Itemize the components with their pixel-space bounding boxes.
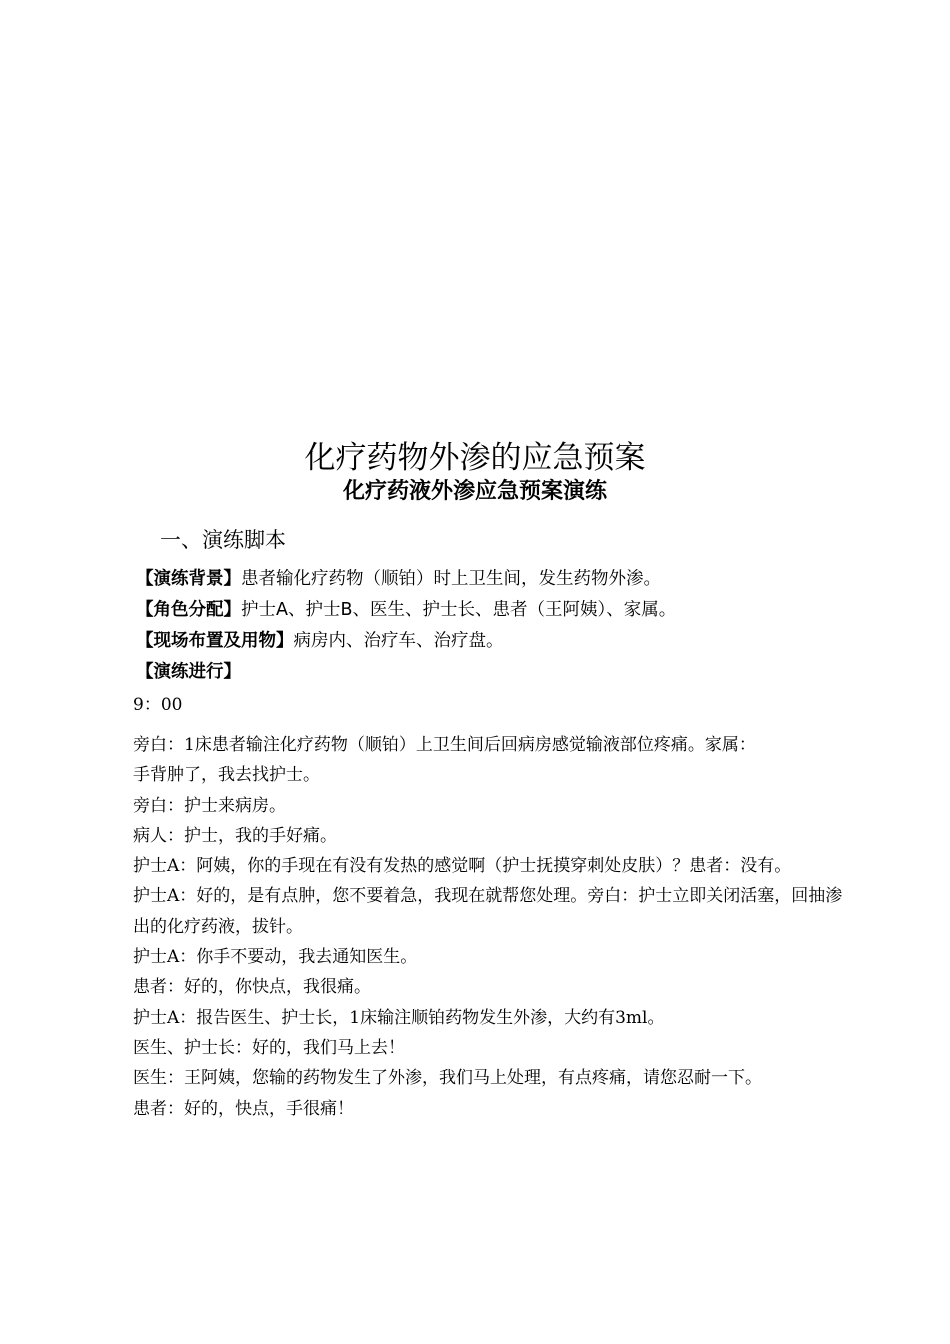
script-line: 患者：好的，快点，手很痛！ <box>133 1098 354 1119</box>
speaker-label: 医生： <box>133 1068 184 1089</box>
meta-value: 护士A、护士B、医生、护士长、患者（王阿姨）、家属。 <box>241 600 677 620</box>
meta-roles <box>136 597 856 623</box>
meta-label: 【角色分配】 <box>136 600 241 620</box>
meta-background <box>136 566 856 592</box>
meta-label: 【现场布置及用物】 <box>136 631 294 651</box>
speaker-label: 医生、护士长： <box>133 1037 252 1058</box>
meta-label: 【演练进行】 <box>136 662 241 682</box>
script-line: 护士A：你手不要动，我去通知医生。 <box>133 947 418 968</box>
speaker-label: 护士 <box>133 886 167 907</box>
script-line: 旁白：护士来病房。 <box>133 795 286 816</box>
script-line: 医生：王阿姨，您输的药物发生了外渗，我们马上处理，有点疼痛，请您忍耐一下。 <box>133 1068 762 1089</box>
speaker-label: 患者： <box>133 1098 184 1119</box>
speaker-label: 护士 <box>133 1007 167 1028</box>
speaker-label: 护士 <box>133 856 167 877</box>
script-line: 护士A：阿姨，你的手现在有没有发热的感觉啊（护士抚摸穿刺处皮肤）？患者：没有。 <box>133 856 792 877</box>
script-body <box>133 730 845 1124</box>
speaker-label: 患者： <box>689 856 741 877</box>
time-stamp: 9：00 <box>133 695 183 715</box>
section-heading: 一、演练脚本 <box>160 528 286 552</box>
script-line: 病人：护士，我的手好痛。 <box>133 825 337 846</box>
script-line: 患者：好的，你快点，我很痛。 <box>133 977 371 998</box>
script-line: 护士A：报告医生、护士长，1床输注顺铂药物发生外渗，大约有3ml。 <box>133 1007 665 1028</box>
speaker-label: 护士 <box>133 947 167 968</box>
speaker-label: 旁白： <box>133 735 184 755</box>
script-line: 旁白：1床患者输注化疗药物（顺铂）上卫生间后回病房感觉输液部位疼痛。家属： <box>133 735 756 755</box>
speaker-label: 患者： <box>133 977 184 998</box>
meta-label: 【演练背景】 <box>136 569 241 589</box>
script-line: 医生、护士长：好的，我们马上去！ <box>133 1037 405 1058</box>
meta-progress <box>136 659 856 685</box>
meta-value: 患者输化疗药物（顺铂）时上卫生间，发生药物外渗。 <box>241 569 661 589</box>
script-line: 手背肿了，我去找护士。 <box>133 765 320 786</box>
meta-setup <box>136 628 856 654</box>
script-line: 护士A：好的，是有点肿，您不要着急，我现在就帮您处理。旁白：护士立即关闭活塞，回抽渗出的化疗药液，拔针。 <box>133 886 843 937</box>
document-title: 化疗药物外渗的应急预案 <box>304 440 646 476</box>
speaker-label: 病人： <box>133 825 184 846</box>
document-subtitle: 化疗药液外渗应急预案演练 <box>342 479 607 504</box>
meta-value: 病房内、治疗车、治疗盘。 <box>293 631 504 651</box>
